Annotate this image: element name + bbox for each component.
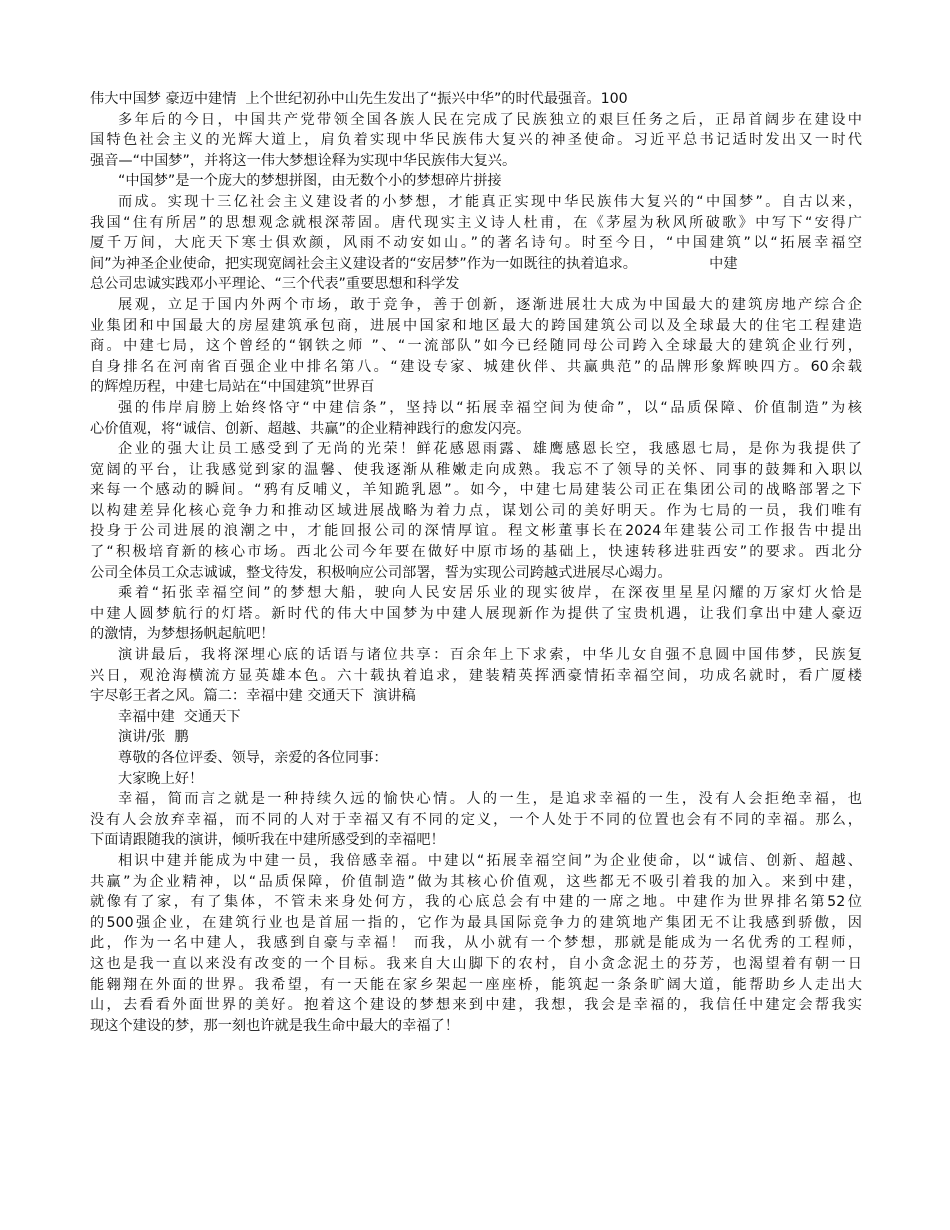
text-line: 乘着“拓张幸福空间”的梦想大船，驶向人民安居乐业的现实彼岸，在深夜里星星闪耀的万家灯火恰是: [118, 585, 862, 602]
text-line: 相识中建并能成为中建一员，我倍感幸福。中建以“拓展幸福空间”为企业使命，以“诚信、创新、超越、: [118, 852, 862, 869]
text-line: 间”为神圣企业使命，把实现宽阔社会主义建设者的“安居梦”作为一如既往的执着追求。 中建: [90, 255, 738, 272]
text-line: 下面请跟随我的演讲，倾听我在中建所感受到的幸福吧！: [90, 832, 445, 849]
text-line: 而成。实现十三亿社会主义建设者的小梦想，才能真正实现中华民族伟大复兴的“中国梦”。自古以来，: [118, 193, 862, 210]
text-line: 厦千万间，大庇天下寒士俱欢颜，风雨不动安如山。”的著名诗句。时至今日，“中国建筑”以“拓展幸福空: [90, 235, 862, 252]
text-line: 我国“住有所居”的思想观念就根深蒂固。唐代现实主义诗人杜甫，在《茅屋为秋风所破歌》中写下“安得广: [90, 214, 862, 231]
text-line: 没有人会放弃幸福，而不同的人对于幸福又有不同的定义，一个人处于不同的位置也会有不同的幸福。那么，: [90, 811, 862, 828]
text-line: 尊敬的各位评委、领导，亲爱的各位同事：: [118, 750, 388, 766]
text-line: 宽阔的平台，让我感觉到家的温馨、使我逐渐从稚嫩走向成熟。我忘不了领导的关怀、同事的鼓舞和入职以: [90, 461, 862, 478]
text-line: 强音—“中国梦”，并将这一伟大梦想诠释为实现中华民族伟大复兴。: [90, 152, 517, 169]
text-line: 伟大中国梦 豪迈中建情 上个世纪初孙中山先生发出了“振兴中华”的时代最强音。100: [90, 91, 628, 107]
text-line: 这也是我一直以来没有改变的一个目标。我来自大山脚下的农村，自小贪念泥土的芬芳，也渴望着有朝一日: [90, 955, 862, 972]
text-line: 总公司忠诚实践邓小平理论、“三个代表”重要思想和科学发: [90, 276, 460, 293]
text-line: 的辉煌历程，中建七局站在“中国建筑”世界百: [90, 379, 375, 396]
text-line: 现这个建设的梦，那一刻也许就是我生命中最大的幸福了！: [90, 1017, 459, 1034]
text-line: 兴日，观沧海横流方显英雄本色。六十载执着追求，建装精英挥洒豪情拓幸福空间，功成名就时，看广厦楼: [90, 667, 862, 684]
text-line: 共赢”为企业精神，以“品质保障，价值制造”做为其核心价值观，这些都无不吸引着我的加入。来到中建，: [90, 873, 862, 890]
text-line: 国特色社会主义的光辉大道上，肩负着实现中华民族伟大复兴的神圣使命。习近平总书记适时发出又一时代: [90, 132, 862, 149]
text-line: 就像有了家，有了集体，不管未来身处何方，我的心底总会有中建的一席之地。中建作为世界排名第52位: [90, 894, 862, 911]
text-line: 多年后的今日，中国共产党带领全国各族人民在完成了民族独立的艰巨任务之后，正昂首阔步在建设中: [118, 111, 862, 128]
text-line: 演讲/张 鹏: [118, 729, 189, 746]
document-body: [90, 89, 862, 1036]
text-line: 公司全体员工众志诚诚，整戈待发，积极响应公司部署，誓为实现公司跨越式进展尽心竭力。: [90, 564, 672, 581]
text-line: 来每一个感动的瞬间。“鸦有反哺义，羊知跪乳恩”。如今，中建七局建装公司正在集团公司的战略部署之下: [90, 482, 862, 499]
text-line: 投身于公司进展的浪潮之中，才能回报公司的深情厚谊。程文彬董事长在2024年建装公司工作报告中提出: [90, 523, 862, 540]
text-line: 自身排名在河南省百强企业中排名第八。“建设专家、城建伙伴、共赢典范”的品牌形象辉映四方。60余载: [90, 358, 862, 375]
text-line: 宇尽彰王者之风。篇二：幸福中建 交通天下 演讲稿: [90, 688, 416, 705]
text-line: 幸福，简而言之就是一种持续久远的愉快心情。人的一生，是追求幸福的一生，没有人会拒绝幸福，也: [118, 791, 862, 808]
text-line: 山，去看看外面世界的美好。抱着这个建设的梦想来到中建，我想，我会是幸福的，我信任中建定会帮我实: [90, 997, 862, 1014]
text-line: 以构建差异化核心竞争力和推动区域进展战略为着力点，谋划公司的美好明天。作为七局的一员，我们唯有: [90, 502, 862, 519]
text-line: 商。中建七局，这个曾经的“钢铁之师 ”、“一流部队”如今已经随同母公司跨入全球最大的建筑企业行列，: [90, 338, 862, 355]
text-line: 能翱翔在外面的世界。我希望，有一天能在家乡架起一座座桥，能筑起一条条旷阔大道，能帮助乡人走出大: [90, 976, 862, 993]
text-line: 演讲最后，我将深埋心底的话语与诸位共享：百余年上下求索，中华儿女自强不息圆中国伟梦，民族复: [118, 647, 862, 664]
text-line: 此，作为一名中建人，我感到自豪与幸福！ 而我，从小就有一个梦想，那就是能成为一名优秀的工程师，: [90, 935, 862, 952]
text-line: 强的伟岸肩膀上始终恪守“中建信条”，坚持以“拓展幸福空间为使命”，以“品质保障、价值制造”为核: [118, 399, 862, 416]
text-line: 展观，立足于国内外两个市场，敢于竞争，善于创新，逐渐进展壮大成为中国最大的建筑房地产综合企: [118, 296, 862, 313]
text-line: 心价值观，将“诚信、创新、超越、共赢”的企业精神践行的愈发闪亮。: [90, 420, 531, 437]
text-line: 业集团和中国最大的房屋建筑承包商，进展中国家和地区最大的跨国建筑公司以及全球最大的住宅工程建造: [90, 317, 862, 334]
text-line: 的激情，为梦想扬帆起航吧！: [90, 626, 275, 643]
text-line: “中国梦”是一个庞大的梦想拼图，由无数个小的梦想碎片拼接: [118, 173, 502, 190]
text-line: 中建人圆梦航行的灯塔。新时代的伟大中国梦为中建人展现新作为提供了宝贵机遇，让我们拿出中建人豪迈: [90, 605, 862, 622]
text-line: 了“积极培育新的核心市场。西北公司今年要在做好中原市场的基础上，快速转移进驻西安”的要求。西北分: [90, 544, 862, 561]
text-line: 企业的强大让员工感受到了无尚的光荣！鲜花感恩雨露、雄鹰感恩长空，我感恩七局，是你为我提供了: [118, 441, 862, 458]
text-line: 幸福中建 交通天下: [118, 708, 241, 725]
text-line: 大家晚上好！: [118, 770, 204, 787]
text-line: 的500强企业，在建筑行业也是首屈一指的，它作为最具国际竞争力的建筑地产集团无不让我感到骄傲，因: [90, 914, 862, 931]
